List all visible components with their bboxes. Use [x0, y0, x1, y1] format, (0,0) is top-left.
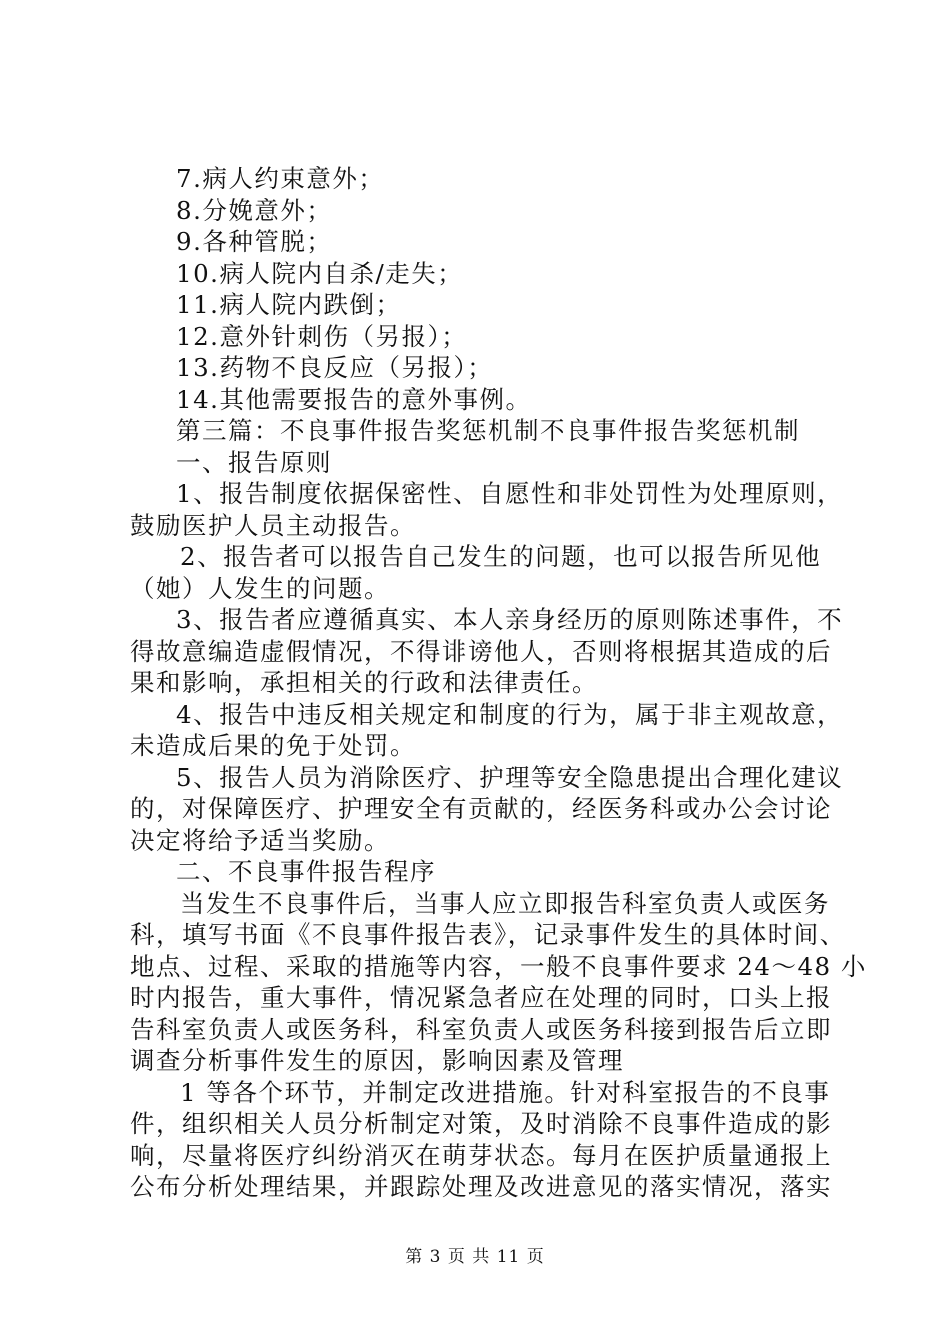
paragraph-line: 3、报告者应遵循真实、本人亲身经历的原则陈述事件，不	[176, 605, 844, 634]
list-item: 8.分娩意外；	[176, 195, 333, 225]
principle-3	[130, 604, 844, 699]
paragraph-line: 公布分析处理结果，并跟踪处理及改进意见的落实情况，落实	[130, 1172, 832, 1201]
principle-5	[130, 762, 844, 857]
section-heading: 二、不良事件报告程序	[176, 857, 436, 886]
paragraph-line: 未造成后果的免于处罚。	[130, 731, 416, 760]
section-heading: 一、报告原则	[176, 447, 332, 477]
list-item: 7.病人约束意外；	[176, 164, 385, 193]
paragraph-line: 件，组织相关人员分析制定对策，及时消除不良事件造成的影	[130, 1109, 832, 1138]
principle-2	[130, 541, 830, 604]
paragraph-line: 5、报告人员为消除医疗、护理等安全隐患提出合理化建议	[176, 762, 844, 792]
list-item: 10.病人院内自杀/走失；	[176, 258, 464, 288]
paragraph-line: 1、报告制度依据保密性、自愿性和非处罚性为处理原则，	[176, 479, 844, 508]
list-item: 12.意外针刺伤（另报）；	[176, 321, 468, 351]
principle-4	[130, 699, 844, 762]
paragraph-line: 2、报告者可以报告自己发生的问题，也可以报告所见他	[180, 542, 822, 571]
paragraph-line: 的，对保障医疗、护理安全有贡献的，经医务科或办公会讨论	[130, 794, 832, 823]
paragraph-line: 地点、过程、采取的措施等内容，一般不良事件要求 24～48 小	[130, 951, 867, 981]
list-items	[130, 163, 830, 415]
paragraph-line: 告科室负责人或医务科，科室负责人或医务科接到报告后立即	[130, 1014, 832, 1044]
paragraph-line: 鼓励医护人员主动报告。	[130, 510, 416, 540]
paragraph-line: 决定将给予适当奖励。	[130, 825, 390, 855]
document-body	[130, 163, 867, 1203]
paragraph-line: 时内报告，重大事件，情况紧急者应在处理的同时，口头上报	[130, 983, 832, 1012]
principle-1	[130, 478, 844, 541]
procedure-paragraph-2	[130, 1077, 830, 1203]
list-item: 11.病人院内跌倒；	[176, 290, 402, 319]
paragraph-line: 果和影响，承担相关的行政和法律责任。	[130, 668, 598, 697]
list-item: 9.各种管脱；	[176, 227, 333, 256]
paragraph-line: （她）人发生的问题。	[130, 573, 390, 603]
paragraph-line: 当发生不良事件后，当事人应立即报告科室负责人或医务	[180, 888, 830, 918]
procedure-paragraph-1	[130, 888, 867, 1077]
paragraph-line: 调查分析事件发生的原因，影响因素及管理	[130, 1046, 624, 1075]
paragraph-line: 4、报告中违反相关规定和制度的行为，属于非主观故意，	[176, 699, 844, 729]
paragraph-line: 1 等各个环节，并制定改进措施。针对科室报告的不良事	[180, 1077, 831, 1107]
chapter-title: 第三篇：不良事件报告奖惩机制不良事件报告奖惩机制	[176, 416, 800, 445]
paragraph-line: 科，填写书面《不良事件报告表》，记录事件发生的具体时间、	[130, 920, 846, 949]
page-number-footer: 第 3 页 共 11 页	[405, 1247, 545, 1267]
paragraph-line: 得故意编造虚假情况，不得诽谤他人，否则将根据其造成的后	[130, 636, 832, 666]
list-item: 13.药物不良反应（另报）；	[176, 353, 494, 382]
list-item: 14.其他需要报告的意外事例。	[176, 384, 532, 414]
paragraph-line: 响，尽量将医疗纠纷消灭在萌芽状态。每月在医护质量通报上	[130, 1140, 832, 1170]
